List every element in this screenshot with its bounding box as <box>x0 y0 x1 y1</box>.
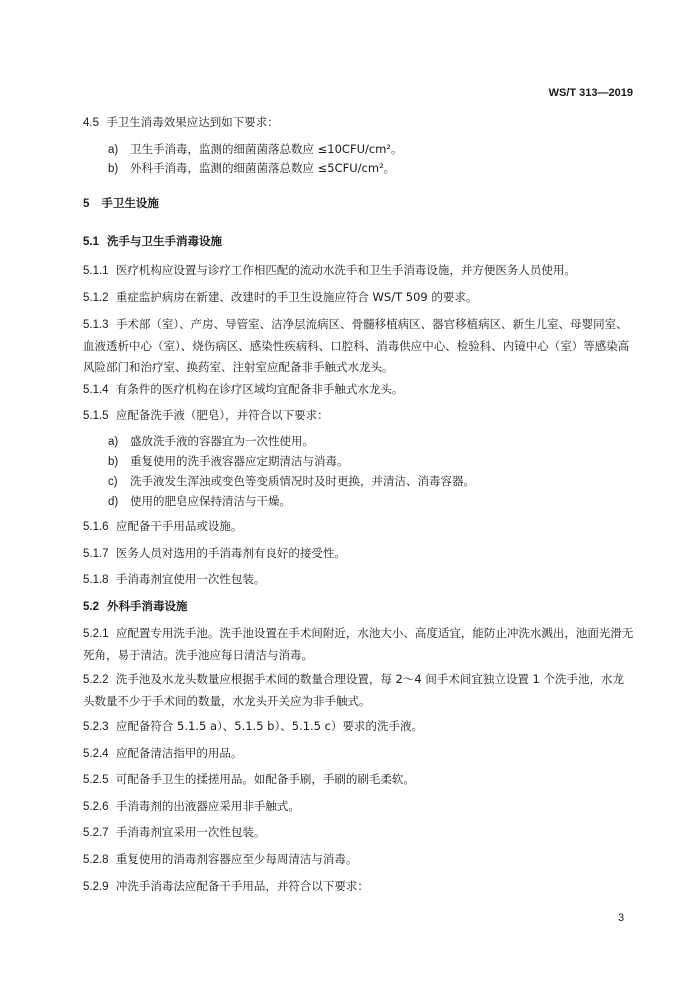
clause-number: 5.1.3 <box>83 319 109 331</box>
clause-number: 5.1.8 <box>83 574 109 586</box>
clause-5-1-1 <box>83 260 635 282</box>
clause-number: 5.1.7 <box>83 548 109 560</box>
section-title: 外科手消毒设施 <box>107 599 188 613</box>
list-item <box>108 471 628 493</box>
clause-text: 有条件的医疗机构在诊疗区域均宜配备非手触式水龙头。 <box>115 382 404 396</box>
clause-5-1-5 <box>83 405 635 427</box>
list-item-text: 洗手液发生浑浊或变色等变质情况时及时更换，并清洁、消毒容器。 <box>130 474 475 488</box>
list-item-text: 外科手消毒，监测的细菌菌落总数应 ≤5CFU/cm²。 <box>130 161 396 175</box>
clause-text: 应配置专用洗手池。洗手池设置在手术间附近，水池大小、高度适宜，能防止冲洗水溅出，池面光滑无死角，易于清洁。洗手池应每日清洁与消毒。 <box>83 626 634 662</box>
clause-text: 应配备清洁指甲的用品。 <box>115 746 243 760</box>
clause-5-1-3 <box>83 314 635 378</box>
clause-5-2-2 <box>83 669 635 712</box>
section-number: 5.1 <box>83 236 99 248</box>
clause-5-2-1 <box>83 623 635 666</box>
clause-number: 5.2.5 <box>83 774 109 786</box>
clause-5-2-5 <box>83 769 635 791</box>
clause-number: 5.1.5 <box>83 410 109 422</box>
clause-number: 5.2.8 <box>83 854 109 866</box>
clause-text: 重症监护病房在新建、改建时的手卫生设施应符合 WS/T 509 的要求。 <box>115 290 478 304</box>
chapter-title: 手卫生设施 <box>101 196 159 210</box>
page-number: 3 <box>618 912 625 924</box>
list-marker: b) <box>108 163 119 175</box>
clause-5-2-9 <box>83 876 635 898</box>
clause-number: 5.1.2 <box>83 292 109 304</box>
clause-5-2-4 <box>83 743 635 765</box>
clause-text: 手消毒剂的出液器应采用非手触式。 <box>115 799 300 813</box>
clause-number: 5.2.6 <box>83 801 109 813</box>
list-item-text: 使用的肥皂应保持清洁与干燥。 <box>130 494 291 508</box>
clause-text: 手术部（室）、产房、导管室、洁净层流病区、骨髓移植病区、器官移植病区、新生儿室、母婴同室、血液透析中心（室）、烧伤病区、感染性疾病科、口腔科、消毒供应中心、检验科、内镜中心（室）等感染高风险部门和治疗室、换药室、注射室应配备非手触式水龙头。 <box>83 317 630 374</box>
list-item-text: 盛放洗手液的容器宜为一次性使用。 <box>130 434 314 448</box>
clause-number: 5.1.4 <box>83 384 109 396</box>
clause-text: 医疗机构应设置与诊疗工作相匹配的流动水洗手和卫生手消毒设施，并方便医务人员使用。 <box>115 263 576 277</box>
chapter-heading <box>83 193 635 215</box>
clause-text: 可配备手卫生的揉搓用品。如配备手刷，手刷的刷毛柔软。 <box>115 772 415 786</box>
clause-5-1-7 <box>83 543 635 565</box>
clause-text: 洗手池及水龙头数量应根据手术间的数量合理设置，每 2～4 间手术间宜独立设置 1 个洗手池，水龙头数量不少于手术间的数量，水龙头开关应为非手触式。 <box>83 672 624 708</box>
clause-text: 医务人员对选用的手消毒剂有良好的接受性。 <box>115 546 346 560</box>
clause-number: 5.2.2 <box>83 674 109 686</box>
clause-number: 5.2.3 <box>83 721 109 733</box>
list-item <box>108 158 628 180</box>
clause-text: 重复使用的消毒剂容器应至少每周清洁与消毒。 <box>115 852 358 866</box>
list-marker: d) <box>108 496 119 508</box>
clause-5-2-3 <box>83 716 635 738</box>
list-item-text: 重复使用的洗手液容器应定期清洁与消毒。 <box>130 454 349 468</box>
clause-text: 冲洗手消毒法应配备干手用品，并符合以下要求： <box>115 879 369 893</box>
clause-5-1-4 <box>83 379 635 401</box>
clause-5-2-7 <box>83 822 635 844</box>
clause-number: 5.1.6 <box>83 521 109 533</box>
section-number: 5.2 <box>83 601 99 613</box>
clause-text: 手消毒剂宜使用一次性包装。 <box>115 572 266 586</box>
clause-text: 手卫生消毒效果应达到如下要求： <box>106 115 279 129</box>
clause-text: 应配备符合 5.1.5 a）、5.1.5 b）、5.1.5 c）要求的洗手液。 <box>115 719 423 733</box>
section-title: 洗手与卫生手消毒设施 <box>107 234 223 248</box>
list-marker: a) <box>108 436 119 448</box>
clause-text: 应配备干手用品或设施。 <box>115 519 243 533</box>
section-heading <box>83 231 635 253</box>
list-marker: a) <box>108 144 119 156</box>
clause-number: 5.2.9 <box>83 881 109 893</box>
clause-5-1-8 <box>83 569 635 591</box>
clause-text: 手消毒剂宜采用一次性包装。 <box>115 825 266 839</box>
chapter-number: 5 <box>83 198 90 210</box>
clause-5-1-6 <box>83 516 635 538</box>
clause-text: 应配备洗手液（肥皂），并符合以下要求： <box>115 408 329 422</box>
clause-number: 5.1.1 <box>83 265 109 277</box>
list-item <box>108 491 628 513</box>
clause-number: 5.2.4 <box>83 748 109 760</box>
clause-number: 4.5 <box>83 117 99 129</box>
section-heading <box>83 596 635 618</box>
clause-number: 5.2.7 <box>83 827 109 839</box>
clause-5-2-8 <box>83 849 635 871</box>
clause-4-5 <box>83 112 635 134</box>
clause-5-2-6 <box>83 796 635 818</box>
list-item <box>108 431 628 453</box>
list-item <box>108 451 628 473</box>
clause-number: 5.2.1 <box>83 628 109 640</box>
list-marker: b) <box>108 456 119 468</box>
standard-code-header: WS/T 313—2019 <box>548 87 633 99</box>
list-item-text: 卫生手消毒，监测的细菌菌落总数应 ≤10CFU/cm²。 <box>130 142 403 156</box>
clause-5-1-2 <box>83 287 635 309</box>
list-marker: c) <box>108 476 118 488</box>
